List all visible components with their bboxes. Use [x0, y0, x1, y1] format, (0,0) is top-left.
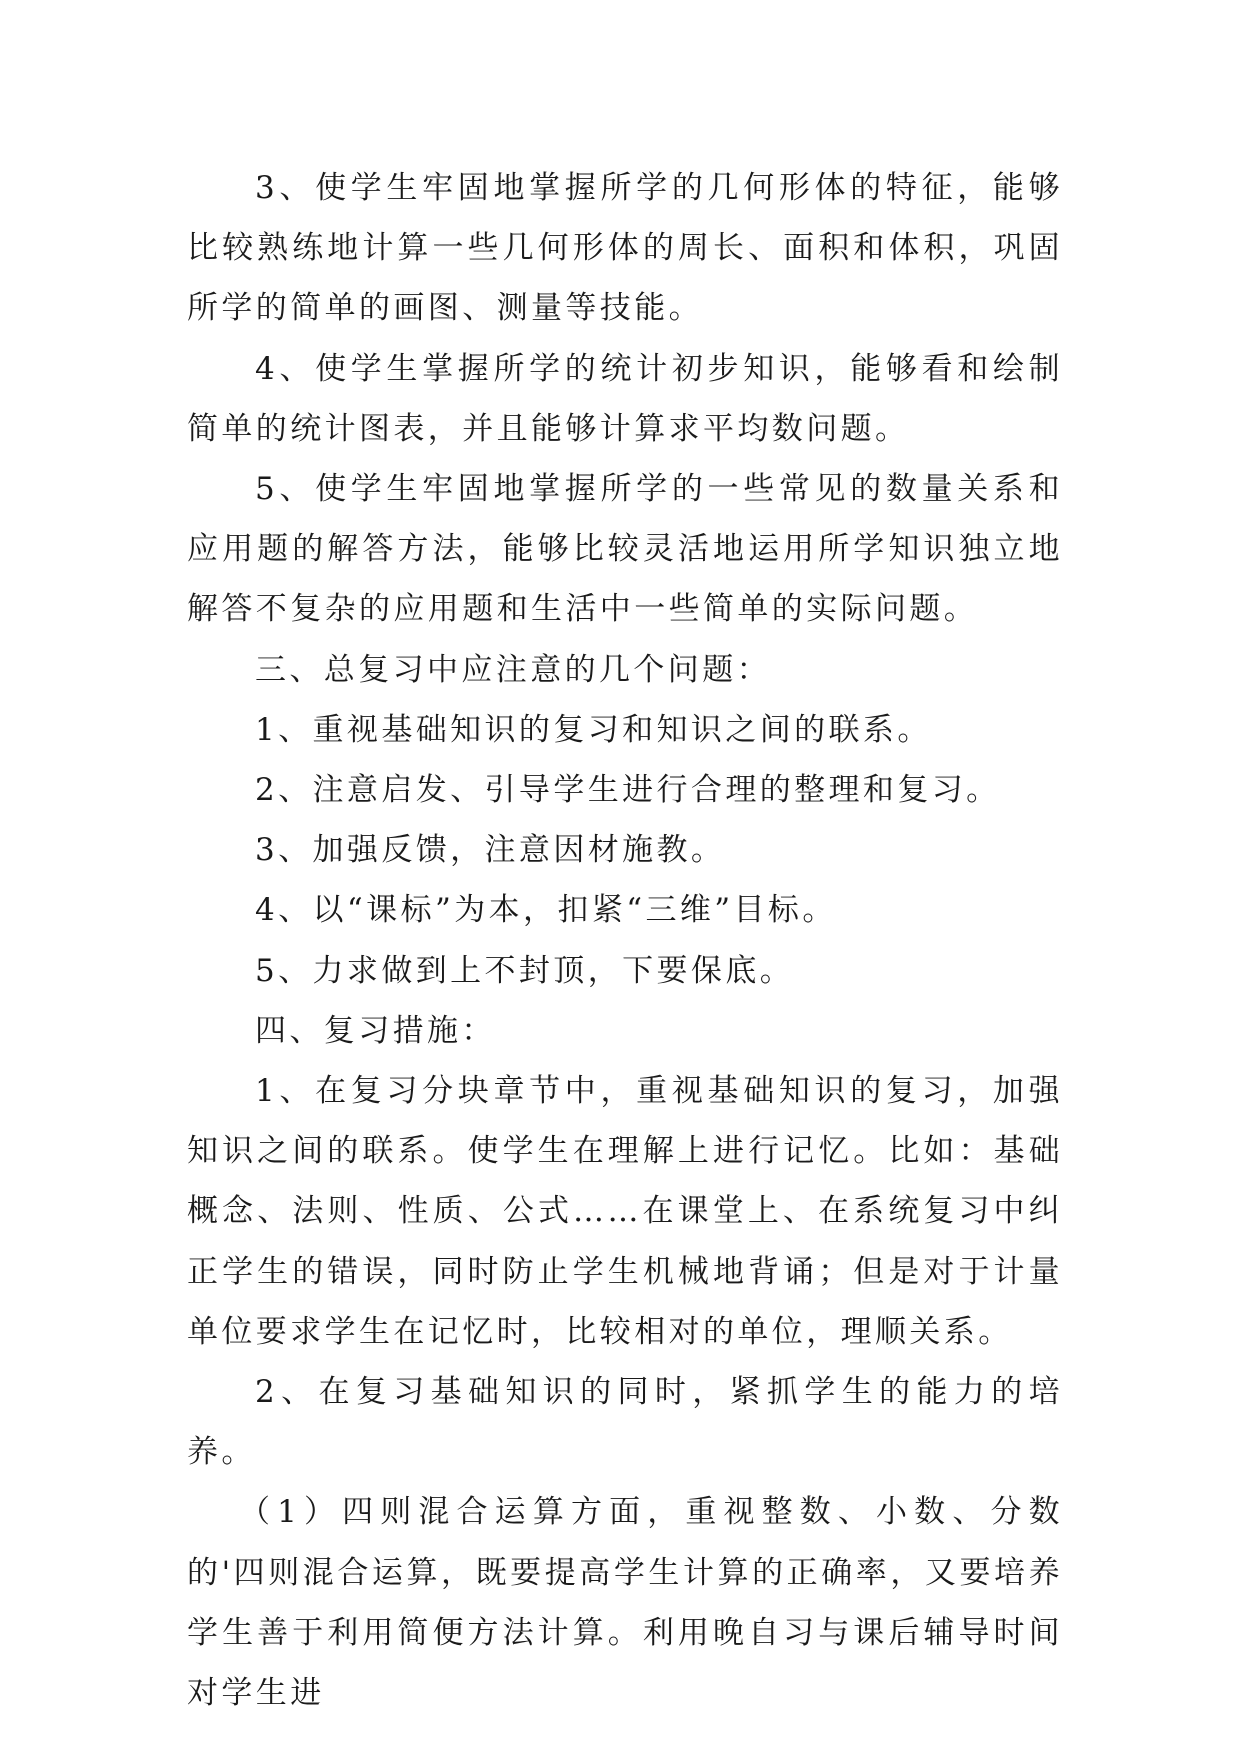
section-heading-issues: 三、总复习中应注意的几个问题： — [255, 651, 771, 688]
paragraph-goal-5: 5、使学生牢固地掌握所学的一些常见的数量关系和应用题的解答方法，能够比较灵活地运用所学知识独立地解答不复杂的应用题和生活中一些简单的实际问题。 — [187, 471, 1063, 628]
paragraph-measure-1: 1、在复习分块章节中，重视基础知识的复习，加强知识之间的联系。使学生在理解上进行记忆。比如：基础概念、法则、性质、公式……在课堂上、在系统复习中纠正学生的错误，同时防止学生机械地背诵；但是对于计量单位要求学生在记忆时，比较相对的单位，理顺关系。 — [187, 1073, 1063, 1350]
paragraph-measure-2: 2、在复习基础知识的同时，紧抓学生的能力的培养。 — [187, 1374, 1063, 1471]
paragraph-goal-4: 4、使学生掌握所学的统计初步知识，能够看和绘制简单的统计图表，并且能够计算求平均数问题。 — [187, 350, 1063, 447]
paragraph-issue-1: 1、重视基础知识的复习和知识之间的联系。 — [255, 711, 932, 748]
paragraph-issue-2: 2、注意启发、引导学生进行合理的整理和复习。 — [255, 772, 1001, 809]
paragraph-issue-5: 5、力求做到上不封顶，下要保底。 — [255, 952, 795, 989]
paragraph-measure-2-sub-1: （1）四则混合运算方面，重视整数、小数、分数的'四则混合运算，既要提高学生计算的正确率，又要培养学生善于利用简便方法计算。利用晚自习与课后辅导时间对学生进 — [187, 1494, 1063, 1712]
paragraph-goal-3: 3、使学生牢固地掌握所学的几何形体的特征，能够比较熟练地计算一些几何形体的周长、面积和体积，巩固所学的简单的画图、测量等技能。 — [187, 170, 1063, 327]
section-heading-measures: 四、复习措施： — [255, 1012, 496, 1049]
paragraph-issue-3: 3、加强反馈，注意因材施教。 — [255, 832, 726, 869]
paragraph-issue-4: 4、以“课标”为本，扣紧“三维”目标。 — [255, 892, 837, 929]
document-body — [187, 158, 1063, 1723]
